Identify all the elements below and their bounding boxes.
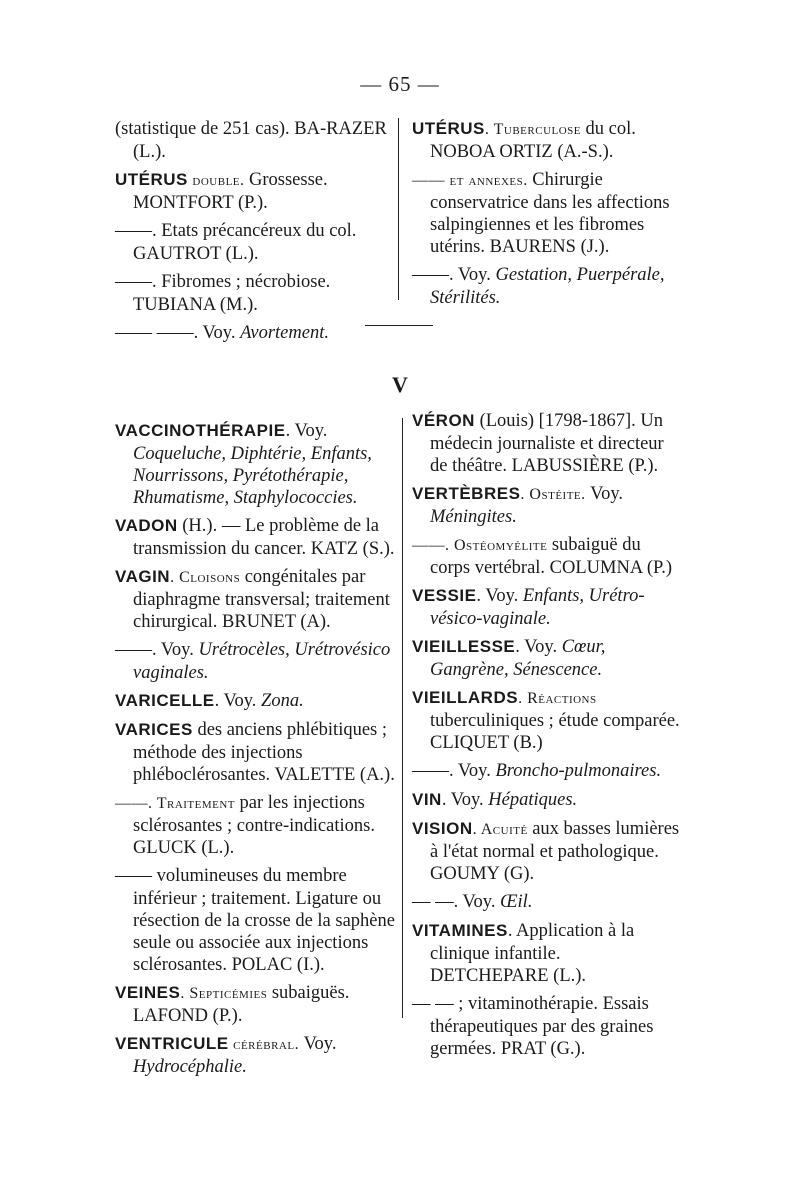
entry-it: Œil. xyxy=(500,892,533,912)
column-top-right xyxy=(412,118,680,315)
index-entry xyxy=(412,585,682,630)
entry-text: ——. Voy. xyxy=(412,265,496,285)
index-entry xyxy=(412,891,682,914)
section-separator xyxy=(365,325,433,326)
entry-it: Hydrocéphalie. xyxy=(133,1057,247,1077)
column-bottom-left xyxy=(115,420,397,1084)
index-entry xyxy=(412,760,682,783)
entry-text: Chirurgie conservatrice dans les affections salpingiennes et les fibromes utérins. BAURENS (J.). xyxy=(430,170,670,257)
entry-text: subaiguë du corps vertébral. COLUMNA (P.) xyxy=(430,535,672,578)
entry-sc: . Réactions xyxy=(518,690,597,707)
entry-text: des anciens phlébitiques ; méthode des injections phléboclérosantes. VALETTE (A.). xyxy=(133,720,395,785)
entry-kw: VÉRON xyxy=(412,411,475,430)
index-entry xyxy=(412,993,682,1060)
entry-text: Voy. xyxy=(590,484,624,504)
index-entry xyxy=(412,118,680,163)
index-entry xyxy=(115,1033,397,1078)
entry-sc: . Cloisons xyxy=(170,569,245,586)
entry-sc: ——. Ostéomyélite xyxy=(412,537,552,554)
index-entry xyxy=(412,169,680,258)
entry-sc: double. xyxy=(187,172,250,189)
entry-sc: cérébral. xyxy=(228,1036,304,1053)
index-entry xyxy=(115,792,397,859)
entry-kw: VACCINOTHÉRAPIE xyxy=(115,421,286,440)
entry-kw: VISION xyxy=(412,819,473,838)
entry-text: —— volumineuses du membre inférieur ; traitement. Ligature ou résection de la crosse de la saphène seule ou associée aux injections sclérosantes. POLAC (I.). xyxy=(115,866,395,975)
entry-text: . Voy. xyxy=(285,421,328,441)
entry-text: (statistique de 251 cas). BA-RAZER (L.). xyxy=(115,119,387,162)
entry-sc: . Acuité xyxy=(472,821,533,838)
index-entry xyxy=(115,322,395,345)
entry-text: Grossesse. MONTFORT (P.). xyxy=(133,170,328,213)
entry-kw: VAGIN xyxy=(115,567,171,586)
entry-sc: . Septicémies xyxy=(180,985,272,1002)
index-entry xyxy=(115,865,397,976)
entry-kw: VESSIE xyxy=(412,586,477,605)
entry-sc: —— et annexes. xyxy=(412,172,533,189)
index-entry xyxy=(115,420,397,509)
index-entry xyxy=(115,118,395,163)
entry-text: aux basses lumières à l'état normal et pathologique. GOUMY (G). xyxy=(430,819,680,884)
entry-it: Broncho-pulmonaires. xyxy=(495,761,662,781)
index-entry xyxy=(115,515,397,560)
entry-it: Avortement. xyxy=(240,323,329,343)
entry-text: congénitales par diaphragme transversal; traitement chirurgical. BRUNET (A). xyxy=(133,567,390,632)
column-bottom-right xyxy=(412,410,682,1066)
entry-kw: UTÉRUS xyxy=(115,170,188,189)
index-entry xyxy=(115,566,397,633)
entry-text: (H.). — Le problème de la transmission du cancer. KATZ (S.). xyxy=(133,516,395,559)
entry-kw: VERTÈBRES xyxy=(412,484,521,503)
entry-it: Cœur, Gangrène, Sénescence. xyxy=(430,637,606,680)
index-entry xyxy=(115,690,397,713)
entry-kw: VIEILLARDS xyxy=(412,688,519,707)
index-entry xyxy=(412,264,680,309)
entry-sc: . Tuberculose xyxy=(484,121,586,138)
index-entry xyxy=(115,719,397,786)
entry-text: ——. Fibromes ; nécrobiose. TUBIANA (M.). xyxy=(115,272,331,315)
index-entry xyxy=(412,410,682,477)
entry-text: (Louis) [1798-1867]. Un médecin journaliste et directeur de théâtre. LABUSSIÈRE (P.). xyxy=(430,411,664,476)
entry-it: Gestation, Puerpérale, Stérilités. xyxy=(430,265,665,308)
index-entry xyxy=(412,789,682,812)
entry-text: . Voy. xyxy=(441,790,489,810)
entry-kw: VARICES xyxy=(115,720,193,739)
entry-text: tuberculiniques ; étude comparée. CLIQUET (B.) xyxy=(430,711,680,753)
entry-kw: VIN xyxy=(412,790,442,809)
entry-text: du col. NOBOA ORTIZ (A.-S.). xyxy=(430,119,636,162)
column-divider-top xyxy=(398,118,399,300)
entry-kw: VENTRICULE xyxy=(115,1034,229,1053)
entry-it: Coqueluche, Diphtérie, Enfants, Nourrissons, Pyrétothérapie, Rhumatisme, Staphylococcies. xyxy=(133,444,372,508)
entry-it: Hépatiques. xyxy=(488,790,578,810)
entry-it: Méningites. xyxy=(430,507,517,527)
entry-kw: VIEILLESSE xyxy=(412,637,516,656)
entry-kw: VARICELLE xyxy=(115,691,215,710)
entry-sc: . Ostéite. xyxy=(520,486,591,503)
entry-kw: VADON xyxy=(115,516,178,535)
index-entry xyxy=(115,982,397,1027)
index-entry xyxy=(412,818,682,885)
column-divider-bottom xyxy=(402,418,403,1018)
entry-text: . Voy. xyxy=(515,637,562,657)
entry-text: — — ; vitaminothérapie. Essais thérapeutiques par des graines germées. PRAT (G.). xyxy=(412,994,654,1059)
entry-text: subaiguës. LAFOND (P.). xyxy=(133,983,350,1026)
page-number: — 65 — xyxy=(360,72,440,96)
entry-text: par les injections sclérosantes ; contre-indications. GLUCK (L.). xyxy=(133,793,375,858)
index-entry xyxy=(115,169,395,214)
index-entry xyxy=(412,687,682,754)
entry-it: Enfants, Urétro-vésico-vaginale. xyxy=(430,586,645,629)
entry-sc: ——. Traitement xyxy=(115,795,240,812)
entry-text: ——. Voy. xyxy=(115,640,199,660)
entry-text: — —. Voy. xyxy=(412,892,501,912)
entry-text: . Application à la clinique infantile. DETCHEPARE (L.). xyxy=(430,921,635,986)
index-entry xyxy=(412,534,682,579)
entry-text: ——. Etats précancéreux du col. GAUTROT (L.). xyxy=(115,221,357,264)
entry-kw: VEINES xyxy=(115,983,181,1002)
index-entry xyxy=(412,636,682,681)
entry-text: . Voy. xyxy=(476,586,523,606)
entry-it: Urétrocèles, Urétrovésico vaginales. xyxy=(133,640,391,683)
index-entry xyxy=(115,271,395,316)
entry-text: Voy. xyxy=(303,1034,337,1054)
entry-kw: VITAMINES xyxy=(412,921,508,940)
section-letter: V xyxy=(392,372,408,397)
entry-text: —— ——. Voy. xyxy=(115,323,241,343)
index-entry xyxy=(115,639,397,684)
index-entry xyxy=(412,483,682,528)
entry-text: . Voy. xyxy=(214,691,262,711)
entry-text: ——. Voy. xyxy=(412,761,496,781)
entry-kw: UTÉRUS xyxy=(412,119,485,138)
column-top-left xyxy=(115,118,395,351)
index-entry xyxy=(115,220,395,265)
entry-it: Zona. xyxy=(261,691,304,711)
index-entry xyxy=(412,920,682,987)
